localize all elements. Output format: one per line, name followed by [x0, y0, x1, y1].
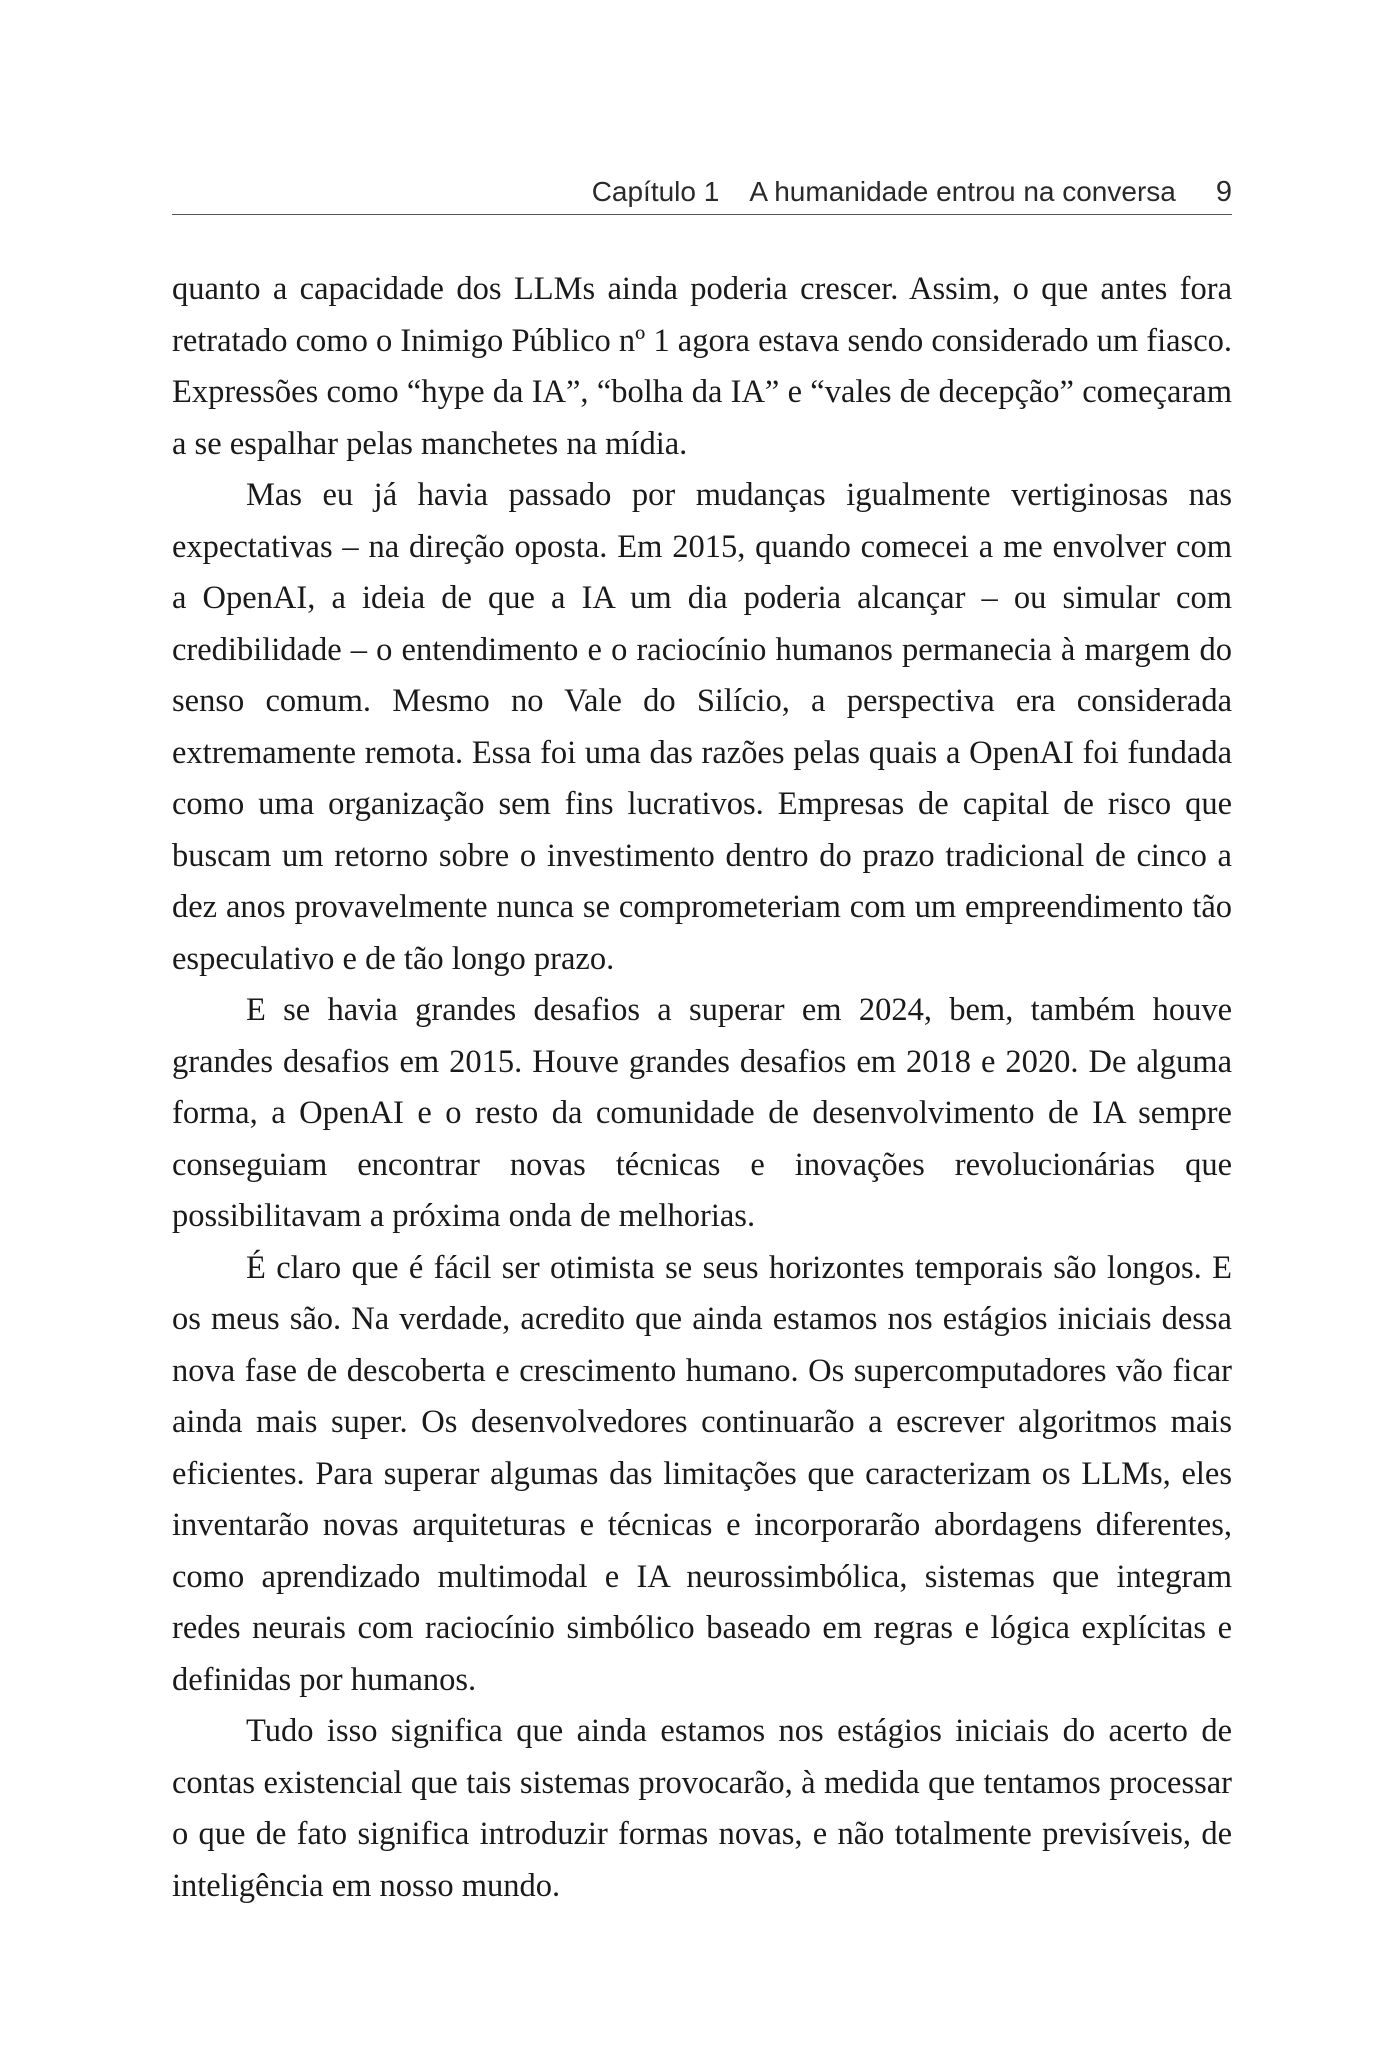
chapter-title: A humanidade entrou na conversa — [749, 176, 1176, 207]
running-header — [172, 176, 1232, 216]
page-number: 9 — [1215, 176, 1232, 208]
paragraph-continuation: quanto a capacidade dos LLMs ainda poderia crescer. Assim, o que antes fora retratado como o Inimigo Público nº 1 agora estava sendo considerado um fiasco. Expressões como “hype da IA”, “bolha da IA” e “vales de decepção” começaram a se espalhar pelas manchetes na mídia. — [172, 271, 1232, 462]
body-text — [172, 264, 1232, 1912]
header-rule — [172, 214, 1232, 215]
chapter-label: Capítulo 1 — [591, 176, 720, 207]
paragraph: Mas eu já havia passado por mudanças igualmente vertiginosas nas expectativas – na direção oposta. Em 2015, quando comecei a me envolver com a OpenAI, a ideia de que a IA um dia poderia alcançar – ou simular com credibilidade – o entendimento e o raciocínio humanos permanecia à margem do senso comum. Mesmo no Vale do Silício, a perspectiva era considerada extremamente remota. Essa foi uma das razões pelas quais a OpenAI foi fundada como uma organização sem fins lucrativos. Empresas de capital de risco que buscam um retorno sobre o investimento dentro do prazo tradicional de cinco a dez anos provavelmente nunca se comprometeriam com um empreendimento tão especulativo e de tão longo prazo. — [172, 477, 1232, 977]
paragraph: Tudo isso significa que ainda estamos nos estágios iniciais do acerto de contas existencial que tais sistemas provocarão, à medida que tentamos processar o que de fato significa introduzir formas novas, e não totalmente previsíveis, de inteligência em nosso mundo. — [172, 1713, 1232, 1904]
paragraph: E se havia grandes desafios a superar em 2024, bem, também houve grandes desafios em 2015. Houve grandes desafios em 2018 e 2020. De alguma forma, a OpenAI e o resto da comunidade de desenvolvimento de IA sempre conseguiam encontrar novas técnicas e inovações revolucionárias que possibilitavam a próxima onda de melhorias. — [172, 992, 1232, 1234]
paragraph: É claro que é fácil ser otimista se seus horizontes temporais são longos. E os meus são. Na verdade, acredito que ainda estamos nos estágios iniciais dessa nova fase de descoberta e crescimento humano. Os supercomputadores vão ficar ainda mais super. Os desenvolvedores continuarão a escrever algoritmos mais eficientes. Para superar algumas das limitações que caracterizam os LLMs, eles inventarão novas arquiteturas e técnicas e incorporarão abordagens diferentes, como aprendizado multimodal e IA neurossimbólica, sistemas que integram redes neurais com raciocínio simbólico baseado em regras e lógica explícitas e definidas por humanos. — [172, 1249, 1232, 1698]
